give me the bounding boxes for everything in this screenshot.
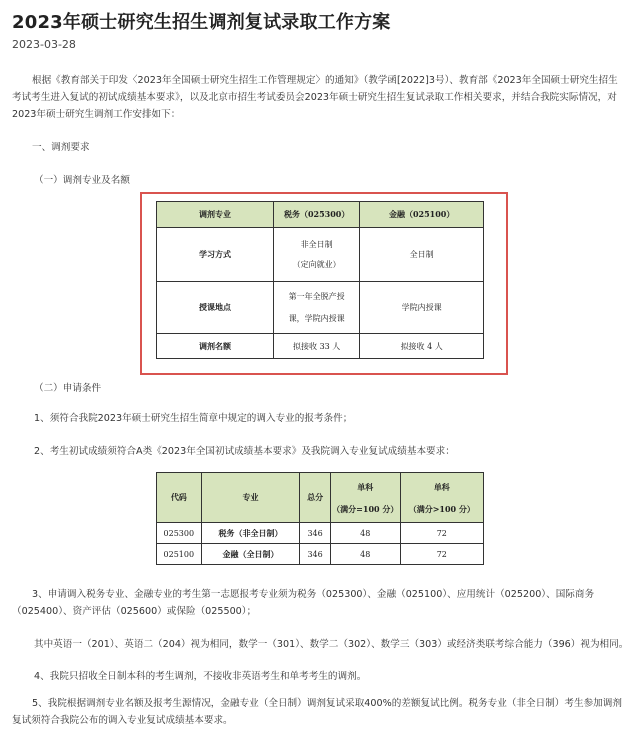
row-label-quota: 调剂名额 — [157, 334, 274, 359]
table-row — [157, 544, 484, 565]
code-cell: 025300 — [157, 523, 202, 544]
major-cell: 税务（非全日制） — [201, 523, 300, 544]
intro-paragraph: 根据《教育部关于印发〈2023年全国硕士研究生招生工作管理规定〉的通知》（教学函[2022]3号）、教育部《2023年全国硕士研究生招生考试考生进入复试的初试成绩基本要求》，以及北京市招生考试委员会2023年硕士研究生招生复试录取工作相关要求，并结合我院实际情况，对2023年硕士研究生调剂工作安排如下： — [12, 75, 618, 120]
tax-location-line2: 课，学院内授课 — [288, 313, 345, 323]
header-single-gt100 — [400, 473, 483, 523]
row-label-location: 授课地点 — [157, 282, 274, 334]
quota-table — [156, 201, 484, 359]
row-label-study-mode: 学习方式 — [157, 228, 274, 282]
header-major: 调剂专业 — [157, 202, 274, 228]
single-100-line1: 单科 — [357, 481, 374, 492]
score-table — [156, 472, 484, 565]
tax-study-mode-line1: 非全日制 — [300, 239, 333, 249]
major-cell: 金融（全日制） — [201, 544, 300, 565]
cell-tax-quota: 拟接收 33 人 — [274, 334, 360, 359]
tax-study-mode-line2: （定向就业） — [292, 259, 341, 269]
single-100-cell: 48 — [330, 523, 400, 544]
single-gt100-cell: 72 — [400, 544, 483, 565]
cell-tax-location — [274, 282, 360, 334]
code-cell: 025100 — [157, 544, 202, 565]
condition-5: 5、我院根据调剂专业名额及报考生源情况，金融专业（全日制）调剂复试采取400%的差额复试比例。税务专业（非全日制）考生参加调剂复试须符合我院公布的调入专业复试成绩基本要求。 — [12, 698, 622, 726]
condition-4: 4、我院只招收全日制本科的考生调剂，不接收非英语考生和单考考生的调剂。 — [34, 671, 367, 682]
header-single-100 — [330, 473, 400, 523]
single-gt100-cell: 72 — [400, 523, 483, 544]
condition-3-note: 其中英语一（201）、英语二（204）视为相同，数学一（301）、数学二（302）、数学三（303）或经济类联考综合能力（396）视为相同。 — [34, 639, 629, 650]
publish-date: 2023-03-28 — [12, 38, 76, 51]
header-tax: 税务（025300） — [274, 202, 360, 228]
tax-location-line1: 第一年全脱产授 — [288, 291, 345, 301]
total-cell: 346 — [300, 523, 331, 544]
condition-1: 1、须符合我院2023年硕士研究生招生简章中规定的调入专业的报考条件； — [34, 413, 353, 424]
header-total: 总分 — [300, 473, 331, 523]
condition-2: 2、考生初试成绩须符合A类《2023年全国初试成绩基本要求》及我院调入专业复试成绩基本要求： — [34, 446, 455, 457]
condition-3: 3、申请调入税务专业、金融专业的考生第一志愿报考专业须为税务（025300）、金融（025100）、应用统计（025200）、国际商务（025400）、资产评估（025600）或保险（025500）； — [12, 589, 595, 617]
cell-finance-location: 学院内授课 — [360, 282, 484, 334]
cell-finance-quota: 拟接收 4 人 — [360, 334, 484, 359]
cell-tax-study-mode — [274, 228, 360, 282]
single-100-cell: 48 — [330, 544, 400, 565]
table-row — [157, 523, 484, 544]
single-gt100-line2: （满分>100 分） — [408, 503, 475, 514]
header-major: 专业 — [201, 473, 300, 523]
total-cell: 346 — [300, 544, 331, 565]
cell-finance-study-mode: 全日制 — [360, 228, 484, 282]
page-title: 2023年硕士研究生招生调剂复试录取工作方案 — [12, 12, 391, 33]
single-gt100-line1: 单科 — [433, 481, 450, 492]
subheading-conditions: （二）申请条件 — [34, 383, 102, 394]
header-code: 代码 — [157, 473, 202, 523]
section-heading-requirements: 一、调剂要求 — [32, 142, 90, 153]
header-finance: 金融（025100） — [360, 202, 484, 228]
single-100-line2: （满分=100 分） — [332, 503, 399, 514]
subheading-majors-quota: （一）调剂专业及名额 — [34, 175, 130, 186]
